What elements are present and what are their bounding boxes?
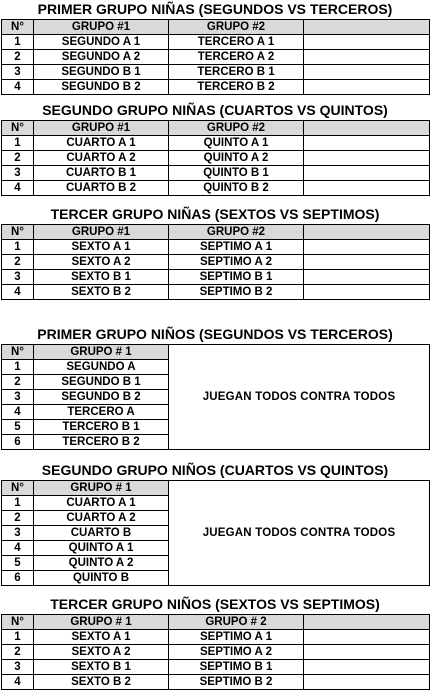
row-number: 4 — [2, 285, 34, 300]
empty-header-cell — [304, 615, 430, 630]
team-cell: CUARTO A 2 — [34, 151, 169, 166]
team-cell: TERCERO A — [34, 405, 169, 420]
empty-header-cell — [304, 225, 430, 240]
table-row — [2, 65, 430, 80]
table-row — [2, 136, 430, 151]
group-table — [1, 344, 430, 450]
column-header: N° — [2, 225, 34, 240]
team-cell: SEPTIMO A 2 — [169, 645, 304, 660]
row-number: 4 — [2, 80, 34, 95]
team-cell: TERCERO A 1 — [169, 35, 304, 50]
team-cell: SEXTO B 2 — [34, 285, 169, 300]
group-table — [1, 224, 430, 300]
team-cell: TERCERO A 2 — [169, 50, 304, 65]
table-header-row — [2, 20, 430, 35]
table-row — [2, 151, 430, 166]
empty-cell — [304, 80, 430, 95]
all-vs-all-note: JUEGAN TODOS CONTRA TODOS — [169, 345, 430, 450]
column-header: GRUPO #1 — [34, 225, 169, 240]
empty-cell — [304, 35, 430, 50]
row-number: 2 — [2, 50, 34, 65]
empty-cell — [304, 65, 430, 80]
team-cell: SEXTO A 2 — [34, 255, 169, 270]
table-row — [2, 166, 430, 181]
row-number: 1 — [2, 35, 34, 50]
table-row — [2, 270, 430, 285]
row-number: 1 — [2, 136, 34, 151]
team-cell: QUINTO A 1 — [169, 136, 304, 151]
table-row — [2, 630, 430, 645]
row-number: 6 — [2, 435, 34, 450]
team-cell: TERCERO B 1 — [34, 420, 169, 435]
team-cell: QUINTO B — [34, 571, 169, 586]
team-cell: CUARTO A 1 — [34, 496, 169, 511]
section-title: TERCER GRUPO NIÑOS (SEXTOS VS SEPTIMOS) — [50, 596, 380, 612]
team-cell: SEGUNDO A 2 — [34, 50, 169, 65]
empty-cell — [304, 630, 430, 645]
row-number: 3 — [2, 270, 34, 285]
row-number: 6 — [2, 571, 34, 586]
column-header: GRUPO # 1 — [34, 345, 169, 360]
empty-cell — [304, 181, 430, 196]
row-number: 3 — [2, 65, 34, 80]
empty-cell — [304, 166, 430, 181]
team-cell: QUINTO B 1 — [169, 166, 304, 181]
table-row — [2, 80, 430, 95]
team-cell: SEPTIMO B 1 — [169, 660, 304, 675]
row-number: 2 — [2, 255, 34, 270]
empty-cell — [304, 675, 430, 690]
column-header: GRUPO # 1 — [34, 615, 169, 630]
row-number: 4 — [2, 675, 34, 690]
row-number: 3 — [2, 660, 34, 675]
empty-cell — [304, 50, 430, 65]
row-number: 5 — [2, 556, 34, 571]
table-row — [2, 35, 430, 50]
team-cell: SEXTO B 1 — [34, 270, 169, 285]
column-header: GRUPO #2 — [169, 20, 304, 35]
team-cell: CUARTO B — [34, 526, 169, 541]
team-cell: CUARTO A 1 — [34, 136, 169, 151]
row-number: 1 — [2, 630, 34, 645]
team-cell: CUARTO B 2 — [34, 181, 169, 196]
empty-cell — [304, 240, 430, 255]
table-row — [2, 660, 430, 675]
table-row — [2, 285, 430, 300]
table-row — [2, 675, 430, 690]
team-cell: SEGUNDO B 1 — [34, 65, 169, 80]
team-cell: SEXTO B 2 — [34, 675, 169, 690]
empty-header-cell — [304, 20, 430, 35]
column-header: N° — [2, 615, 34, 630]
column-header: N° — [2, 121, 34, 136]
table-row — [2, 645, 430, 660]
team-cell: SEGUNDO A 1 — [34, 35, 169, 50]
team-cell: SEPTIMO A 1 — [169, 240, 304, 255]
team-cell: SEPTIMO A 2 — [169, 255, 304, 270]
table-header-row — [2, 121, 430, 136]
row-number: 2 — [2, 511, 34, 526]
row-number: 3 — [2, 526, 34, 541]
team-cell: QUINTO A 2 — [34, 556, 169, 571]
table-row — [2, 50, 430, 65]
empty-cell — [304, 151, 430, 166]
table-row — [2, 181, 430, 196]
schedule-section — [1, 101, 429, 196]
empty-cell — [304, 136, 430, 151]
row-number: 4 — [2, 541, 34, 556]
table-header-row — [2, 615, 430, 630]
team-cell: CUARTO A 2 — [34, 511, 169, 526]
team-cell: SEXTO B 1 — [34, 660, 169, 675]
team-cell: CUARTO B 1 — [34, 166, 169, 181]
section-title: SEGUNDO GRUPO NIÑAS (CUARTOS VS QUINTOS) — [42, 102, 388, 118]
schedule-section — [1, 461, 429, 586]
group-table — [1, 480, 430, 586]
team-cell: SEXTO A 1 — [34, 240, 169, 255]
team-cell: TERCERO B 1 — [169, 65, 304, 80]
row-number: 2 — [2, 151, 34, 166]
section-title: PRIMER GRUPO NIÑAS (SEGUNDOS VS TERCEROS) — [37, 1, 393, 17]
table-header-row — [2, 481, 430, 496]
team-cell: TERCERO B 2 — [169, 80, 304, 95]
schedule-section — [1, 595, 429, 690]
row-number: 2 — [2, 375, 34, 390]
team-cell: SEGUNDO B 1 — [34, 375, 169, 390]
schedule-section — [1, 0, 429, 95]
team-cell: SEGUNDO B 2 — [34, 390, 169, 405]
team-cell: SEPTIMO B 2 — [169, 285, 304, 300]
empty-cell — [304, 645, 430, 660]
column-header: N° — [2, 345, 34, 360]
empty-header-cell — [304, 121, 430, 136]
team-cell: SEGUNDO A — [34, 360, 169, 375]
group-table — [1, 120, 430, 196]
empty-cell — [304, 255, 430, 270]
row-number: 3 — [2, 390, 34, 405]
section-title: PRIMER GRUPO NIÑOS (SEGUNDOS VS TERCEROS) — [37, 326, 393, 342]
empty-cell — [304, 270, 430, 285]
column-header: GRUPO # 1 — [34, 481, 169, 496]
row-number: 1 — [2, 360, 34, 375]
empty-cell — [304, 285, 430, 300]
team-cell: SEGUNDO B 2 — [34, 80, 169, 95]
team-cell: QUINTO A 1 — [34, 541, 169, 556]
column-header: N° — [2, 481, 34, 496]
team-cell: SEPTIMO B 1 — [169, 270, 304, 285]
group-table — [1, 19, 430, 95]
column-header: GRUPO #1 — [34, 20, 169, 35]
all-vs-all-note: JUEGAN TODOS CONTRA TODOS — [169, 481, 430, 586]
table-row — [2, 255, 430, 270]
table-header-row — [2, 225, 430, 240]
row-number: 5 — [2, 420, 34, 435]
team-cell: QUINTO A 2 — [169, 151, 304, 166]
column-header: GRUPO # 2 — [169, 615, 304, 630]
schedule-section — [1, 205, 429, 300]
column-header: GRUPO #1 — [34, 121, 169, 136]
team-cell: SEXTO A 2 — [34, 645, 169, 660]
schedule-section — [1, 325, 429, 450]
team-cell: SEPTIMO B 2 — [169, 675, 304, 690]
row-number: 1 — [2, 240, 34, 255]
empty-cell — [304, 660, 430, 675]
table-row — [2, 240, 430, 255]
section-title: TERCER GRUPO NIÑAS (SEXTOS VS SEPTIMOS) — [50, 206, 380, 222]
row-number: 4 — [2, 405, 34, 420]
row-number: 3 — [2, 166, 34, 181]
team-cell: QUINTO B 2 — [169, 181, 304, 196]
team-cell: SEXTO A 1 — [34, 630, 169, 645]
column-header: N° — [2, 20, 34, 35]
team-cell: TERCERO B 2 — [34, 435, 169, 450]
group-table — [1, 614, 430, 690]
row-number: 4 — [2, 181, 34, 196]
column-header: GRUPO #2 — [169, 225, 304, 240]
team-cell: SEPTIMO A 1 — [169, 630, 304, 645]
row-number: 2 — [2, 645, 34, 660]
column-header: GRUPO #2 — [169, 121, 304, 136]
table-header-row — [2, 345, 430, 360]
section-title: SEGUNDO GRUPO NIÑOS (CUARTOS VS QUINTOS) — [41, 462, 389, 478]
row-number: 1 — [2, 496, 34, 511]
